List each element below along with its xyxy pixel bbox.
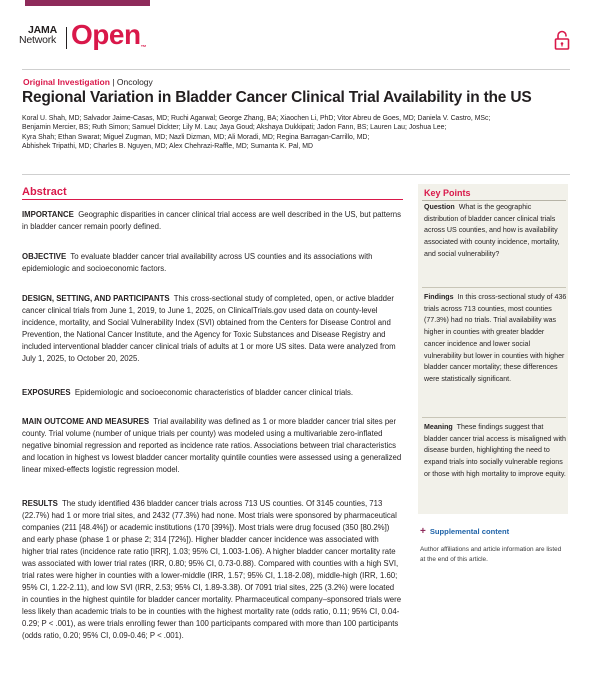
findings-label: Findings	[424, 293, 454, 301]
question-text: What is the geographic distribution of bladder cancer clinical trials across US counties, and how is availability associated with county incidence, mortality, and social vulnerability?	[424, 203, 560, 258]
key-points-findings	[424, 292, 567, 386]
results-label: RESULTS	[22, 499, 58, 508]
results-text: The study identified 436 bladder cancer trials across 713 US counties. Of 3145 counties, 713 (22.7%) had 1 or more trial sites, and 2432 (77.3%) had none. Most trials were sponsored by pharmaceutical companies (211 [48.4%]) or academic institutions (170 [39%]). Most trials were drug focused (350 [80.2%]) and early phase (phase 1 or phase 2; 314 [72%]). Higher bladder cancer incidence was associated with higher trial rates (incidence rate ratio [IRR], 1.03; 95% CI, 1.003-1.06). A higher bladder cancer mortality rate was associated with lower trial rates (IRR, 0.80; 95% CI, 0.73-0.88). Compared with counties with a high SVI, trial rates were higher in counties with a lower-middle (IRR, 1.57; 95% CI, 1.18-2.08), middle-high (IRR, 1.60; 95% CI, 1.22-2.11), and low SVI (IRR, 2.53; 95% CI, 1.89-3.38). Of 7091 trial sites, 225 (3.2%) were located in counties in the highest quintile for bladder cancer mortality. Pharmaceutical company–sponsored trials were less likely than academic trials to be in counties with the highest mortality rate (odds ratio, 0.11; 95% CI, 0.04-0.29; P < .001), as were trials enrolling fewer than 100 participants compared with more than 100 participants (odds ratio, 0.20; 95% CI, 0.09-0.46; P < .001).	[22, 499, 402, 640]
importance-label: IMPORTANCE	[22, 210, 74, 219]
article-title: Regional Variation in Bladder Cancer Clinical Trial Availability in the US	[22, 89, 532, 106]
objective-label: OBJECTIVE	[22, 252, 67, 261]
abstract-objective	[22, 251, 402, 275]
abstract-heading-rule	[22, 199, 403, 200]
findings-text: In this cross-sectional study of 436 trials across 713 counties, most counties (77.3%) had no trials. Trial availability was higher in counties with greater bladder cancer incidence and lower social vulnerability but lower in counties with higher bladder cancer mortality; these differences were statistically significant.	[424, 293, 567, 383]
article-type-line	[23, 77, 153, 87]
logo-network-label: Network	[19, 34, 57, 46]
top-accent-bar	[25, 0, 150, 6]
logo-open-label: Open	[71, 19, 141, 50]
key-points-rule	[422, 200, 566, 201]
article-type: Original Investigation	[23, 77, 110, 87]
article-type-separator: |	[112, 77, 115, 87]
importance-text: Geographic disparities in cancer clinical trial access are well described in the US, but patterns in bladder cancer remain poorly defined.	[22, 210, 402, 231]
key-points-question	[424, 202, 567, 261]
objective-text: To evaluate bladder cancer trial availability across US counties and its associations with epidemiologic and socioeconomic factors.	[22, 252, 373, 273]
abstract-exposures	[22, 387, 402, 399]
meaning-text: These findings suggest that bladder cancer trial access is misaligned with disease burden, highlighting the need to expand trials into socially vulnerable regions or those with high mortality to improve equity.	[424, 423, 566, 478]
logo-divider	[66, 27, 67, 49]
header-divider	[22, 69, 570, 70]
logo-network-text	[19, 25, 57, 45]
outcomes-text: Trial availability was defined as 1 or more bladder cancer trial sites per county. Trial volume (number of unique trials per county) was modeled using a multivariable zero-inflated negative binomial regression and reported as incidence rate ratios. Associations between trial characteristics and location in highest vs lowest bladder cancer mortality quintile counties were assessed using a generalized linear mixed-effects logistic regression model.	[22, 417, 402, 474]
author-line: Kyra Shah; Ethan Swarat; Miguel Zugman, MD; Nazli Dizman, MD; Ali Moradi, MD; Regina Barragan-Carrillo, MD;	[22, 133, 370, 141]
design-label: DESIGN, SETTING, AND PARTICIPANTS	[22, 294, 170, 303]
exposures-text: Epidemiologic and socioeconomic characteristics of bladder cancer clinical trials.	[74, 388, 354, 397]
abstract-outcomes	[22, 416, 402, 476]
abstract-importance	[22, 209, 402, 233]
open-access-lock-icon	[554, 30, 570, 50]
meaning-label: Meaning	[424, 423, 453, 431]
affiliations-note: Author affiliations and article information are listed at the end of this article.	[420, 546, 562, 563]
abstract-heading: Abstract	[22, 186, 67, 198]
author-line: Benjamin Mercier, BS; Ruth Simon; Samuel Dickter; Lily M. Lau; Jaya Goud; Akshaya Dukkipati; Jadon Fann, BS; Lauren Lau; Joshua Lee;	[22, 124, 447, 132]
key-points-separator	[422, 287, 566, 288]
author-list	[22, 114, 574, 152]
supplemental-content-link[interactable]	[420, 526, 509, 537]
supplemental-label: Supplemental content	[429, 527, 510, 536]
key-points-meaning	[424, 422, 567, 481]
author-line: Koral U. Shah, MD; Salvador Jaime-Casas, MD; Ruchi Agarwal; George Zhang, BA; Xiaochen Li, PhD; Vitor Abreu de Goes, MD; Daniela V. Castro, MSc;	[22, 115, 491, 122]
exposures-label: EXPOSURES	[22, 388, 71, 397]
outcomes-label: MAIN OUTCOME AND MEASURES	[22, 417, 150, 426]
key-points-separator	[422, 417, 566, 418]
article-section: Oncology	[116, 77, 153, 87]
abstract-design	[22, 293, 402, 365]
key-points-heading: Key Points	[424, 188, 471, 198]
abstract-results	[22, 498, 402, 642]
logo-open-text: Open™	[71, 19, 147, 51]
design-text: This cross-sectional study of completed, open, or active bladder cancer clinical trials from June 1, 2019, to June 1, 2025, on ClinicalTrials.gov used data on county-level incidence, mortality, and Social Vulnerability Index (SVI) obtained from the Centers for Disease Control and Prevention, the National Cancer Institute, and the Agency for Toxic Substances and Disease Registry and included interventional bladder cancer clinical trials of adults at 1 or more US sites. Data were analyzed from July 1, 2025, to October 20, 2025.	[22, 294, 396, 363]
logo-jama-text: JAMA	[28, 24, 57, 36]
question-label: Question	[424, 203, 455, 211]
authors-divider	[22, 174, 570, 175]
plus-icon: +	[420, 526, 426, 537]
author-line: Abhishek Tripathi, MD; Charles B. Nguyen, MD; Alex Chehrazi-Raffle, MD; Sumanta K. Pal, MD	[22, 143, 313, 151]
